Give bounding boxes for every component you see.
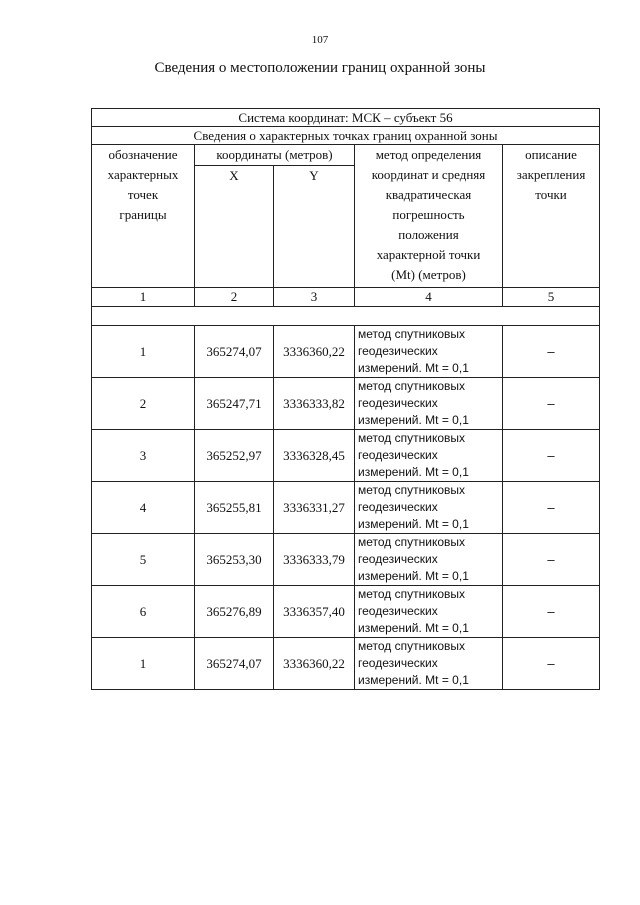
method-line: метод спутниковых — [358, 327, 466, 341]
point-cell: 6 — [92, 586, 195, 638]
column-index: 2 — [195, 288, 274, 307]
description-cell: – — [503, 638, 600, 690]
method-line: измерений. Mt = 0,1 — [358, 569, 469, 583]
description-cell: – — [503, 482, 600, 534]
page-number: 107 — [311, 34, 329, 46]
y-coordinate-cell: 3336328,45 — [274, 430, 355, 482]
table-row — [92, 638, 600, 690]
method-line: метод спутниковых — [358, 639, 466, 653]
point-cell: 4 — [92, 482, 195, 534]
y-coordinate-cell: 3336333,79 — [274, 534, 355, 586]
method-line: измерений. Mt = 0,1 — [358, 413, 469, 427]
y-header: Y — [274, 166, 355, 288]
method-line: метод спутниковых — [358, 431, 466, 445]
x-coordinate-cell: 365247,71 — [195, 378, 274, 430]
x-coordinate-cell: 365274,07 — [195, 638, 274, 690]
x-coordinate-cell: 365252,97 — [195, 430, 274, 482]
blank-row — [92, 307, 600, 326]
method-cell — [355, 638, 503, 690]
table-subtitle: Сведения о характерных точках границ охранной зоны — [92, 127, 600, 145]
table-row — [92, 378, 600, 430]
method-line: измерений. Mt = 0,1 — [358, 621, 469, 635]
column-index: 5 — [503, 288, 600, 307]
point-designation-header: обозначение характерных точек границы — [92, 145, 195, 288]
column-index: 3 — [274, 288, 355, 307]
x-coordinate-cell: 365274,07 — [195, 326, 274, 378]
y-coordinate-cell: 3336333,82 — [274, 378, 355, 430]
point-cell: 2 — [92, 378, 195, 430]
description-cell: – — [503, 586, 600, 638]
method-cell — [355, 482, 503, 534]
method-header: метод определения координат и средняя квадратическая погрешность положения характерной точки (Mt) (метров) — [355, 145, 503, 288]
method-line: геодезических — [358, 552, 438, 566]
point-cell: 5 — [92, 534, 195, 586]
method-cell — [355, 534, 503, 586]
column-index: 4 — [355, 288, 503, 307]
coordinates-header: координаты (метров) — [195, 145, 355, 166]
point-cell: 1 — [92, 326, 195, 378]
description-cell: – — [503, 326, 600, 378]
method-line: метод спутниковых — [358, 535, 466, 549]
y-coordinate-cell: 3336357,40 — [274, 586, 355, 638]
point-cell: 1 — [92, 638, 195, 690]
method-line: измерений. Mt = 0,1 — [358, 517, 469, 531]
x-coordinate-cell: 365253,30 — [195, 534, 274, 586]
method-line: геодезических — [358, 396, 438, 410]
table-row — [92, 482, 600, 534]
method-cell — [355, 430, 503, 482]
method-line: измерений. Mt = 0,1 — [358, 465, 469, 479]
y-coordinate-cell: 3336331,27 — [274, 482, 355, 534]
table-row — [92, 534, 600, 586]
x-coordinate-cell: 365255,81 — [195, 482, 274, 534]
method-line: метод спутниковых — [358, 379, 466, 393]
table-row — [92, 430, 600, 482]
method-cell — [355, 586, 503, 638]
method-line: геодезических — [358, 448, 438, 462]
method-line: метод спутниковых — [358, 587, 466, 601]
document-title: Сведения о местоположении границ охранной зоны — [154, 60, 486, 76]
method-line: геодезических — [358, 344, 438, 358]
method-line: геодезических — [358, 604, 438, 618]
table-row — [92, 326, 600, 378]
column-index: 1 — [92, 288, 195, 307]
method-cell — [355, 326, 503, 378]
boundary-points-table — [91, 108, 600, 690]
point-cell: 3 — [92, 430, 195, 482]
description-header: описание закрепления точки — [503, 145, 600, 288]
method-line: геодезических — [358, 500, 438, 514]
method-cell — [355, 378, 503, 430]
description-cell: – — [503, 534, 600, 586]
description-cell: – — [503, 430, 600, 482]
method-line: метод спутниковых — [358, 483, 466, 497]
y-coordinate-cell: 3336360,22 — [274, 638, 355, 690]
x-coordinate-cell: 365276,89 — [195, 586, 274, 638]
y-coordinate-cell: 3336360,22 — [274, 326, 355, 378]
method-line: геодезических — [358, 656, 438, 670]
table-row — [92, 586, 600, 638]
method-line: измерений. Mt = 0,1 — [358, 361, 469, 375]
description-cell: – — [503, 378, 600, 430]
coordinate-system-header: Система координат: МСК – субъект 56 — [92, 109, 600, 127]
method-line: измерений. Mt = 0,1 — [358, 673, 469, 687]
x-header: X — [195, 166, 274, 288]
